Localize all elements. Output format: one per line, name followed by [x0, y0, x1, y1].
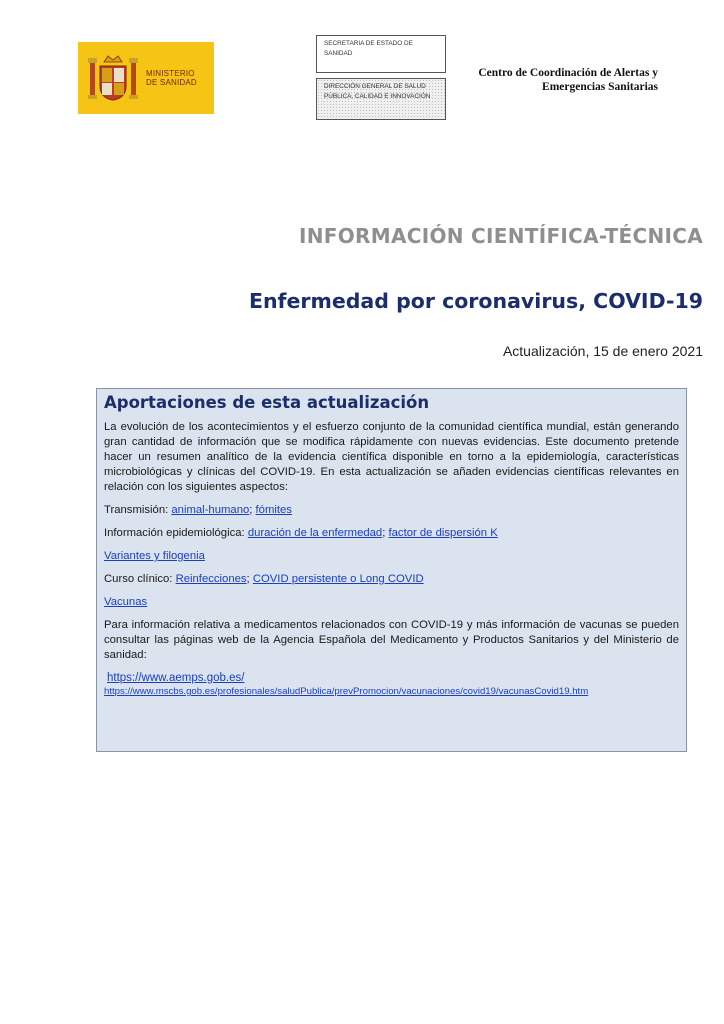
fomites-link[interactable]: fómites: [255, 504, 292, 516]
long-covid-link[interactable]: COVID persistente o Long COVID: [252, 573, 424, 585]
transmision-line: [104, 503, 679, 518]
centro-coordinacion: [478, 66, 658, 94]
secretaria-box: SECRETARIA DE ESTADO DE SANIDAD: [316, 35, 446, 73]
box-heading: Aportaciones de esta actualización: [104, 393, 430, 412]
url-list: [104, 671, 679, 698]
update-date: Actualización, 15 de enero 2021: [502, 343, 703, 359]
variantes-line: [104, 549, 679, 564]
ministerio-logo: [78, 42, 214, 114]
animal-humano-link[interactable]: animal-humano: [171, 504, 250, 516]
duracion-enfermedad-link[interactable]: duración de la enfermedad: [247, 527, 383, 539]
logo-line-2: DE SANIDAD: [146, 78, 197, 87]
transmision-label: Transmisión:: [104, 504, 172, 516]
intro-paragraph: La evolución de los acontecimientos y el esfuerzo conjunto de la comunidad científica mundial, están generando gran cantidad de información que se modifica rápidamente con nuevas evidencias. Este documento pretende hacer un resumen analítico de la evidencia científica disponible en torno a la epidemiología, características microbiológicas y clínicas del COVID-19. En esta actualización se añaden evidencias científicas relevantes en relación con los siguientes aspectos:: [104, 421, 679, 493]
curso-label: Curso clínico:: [104, 573, 176, 585]
centro-line-1: Centro de Coordinación de Alertas y: [478, 67, 658, 79]
transmision-sep: ;: [249, 504, 256, 516]
variantes-filogenia-link[interactable]: Variantes y filogenia: [104, 550, 205, 562]
epidemiologica-sep: ;: [382, 527, 389, 539]
logo-line-1: MINISTERIO: [146, 69, 195, 78]
vacunas-link[interactable]: Vacunas: [104, 596, 148, 608]
page-title: Enfermedad por coronavirus, COVID-19: [248, 289, 703, 313]
epidemiologica-label: Información epidemiológica:: [104, 527, 248, 539]
curso-sep: ;: [246, 573, 253, 585]
coat-of-arms-icon: [86, 52, 142, 104]
epidemiologica-line: [104, 526, 679, 541]
centro-line-2: Emergencias Sanitarias: [542, 81, 658, 93]
curso-clinico-line: [104, 572, 679, 587]
update-summary-box: [96, 388, 687, 752]
vacunas-line: [104, 595, 679, 610]
medicamentos-paragraph: Para información relativa a medicamentos relacionados con COVID-19 y más información de vacunas se pueden consultar las páginas web de la Agencia Española del Medicamento y Productos Sanitarios y del Ministerio de sanidad:: [104, 619, 679, 661]
factor-dispersion-link[interactable]: factor de dispersión K: [388, 527, 498, 539]
aemps-url-link[interactable]: https://www.aemps.gob.es/: [107, 672, 245, 684]
direccion-box: DIRECCIÓN GENERAL DE SALUD PÚBLICA, CALIDAD E INNOVACIÓN: [316, 78, 446, 120]
info-title: INFORMACIÓN CIENTÍFICA-TÉCNICA: [299, 224, 703, 248]
mscbs-url-link[interactable]: https://www.mscbs.gob.es/profesionales/saludPublica/prevPromocion/vacunaciones/covid19/vacunasCovid19.htm: [104, 686, 589, 697]
reinfecciones-link[interactable]: Reinfecciones: [175, 573, 247, 585]
